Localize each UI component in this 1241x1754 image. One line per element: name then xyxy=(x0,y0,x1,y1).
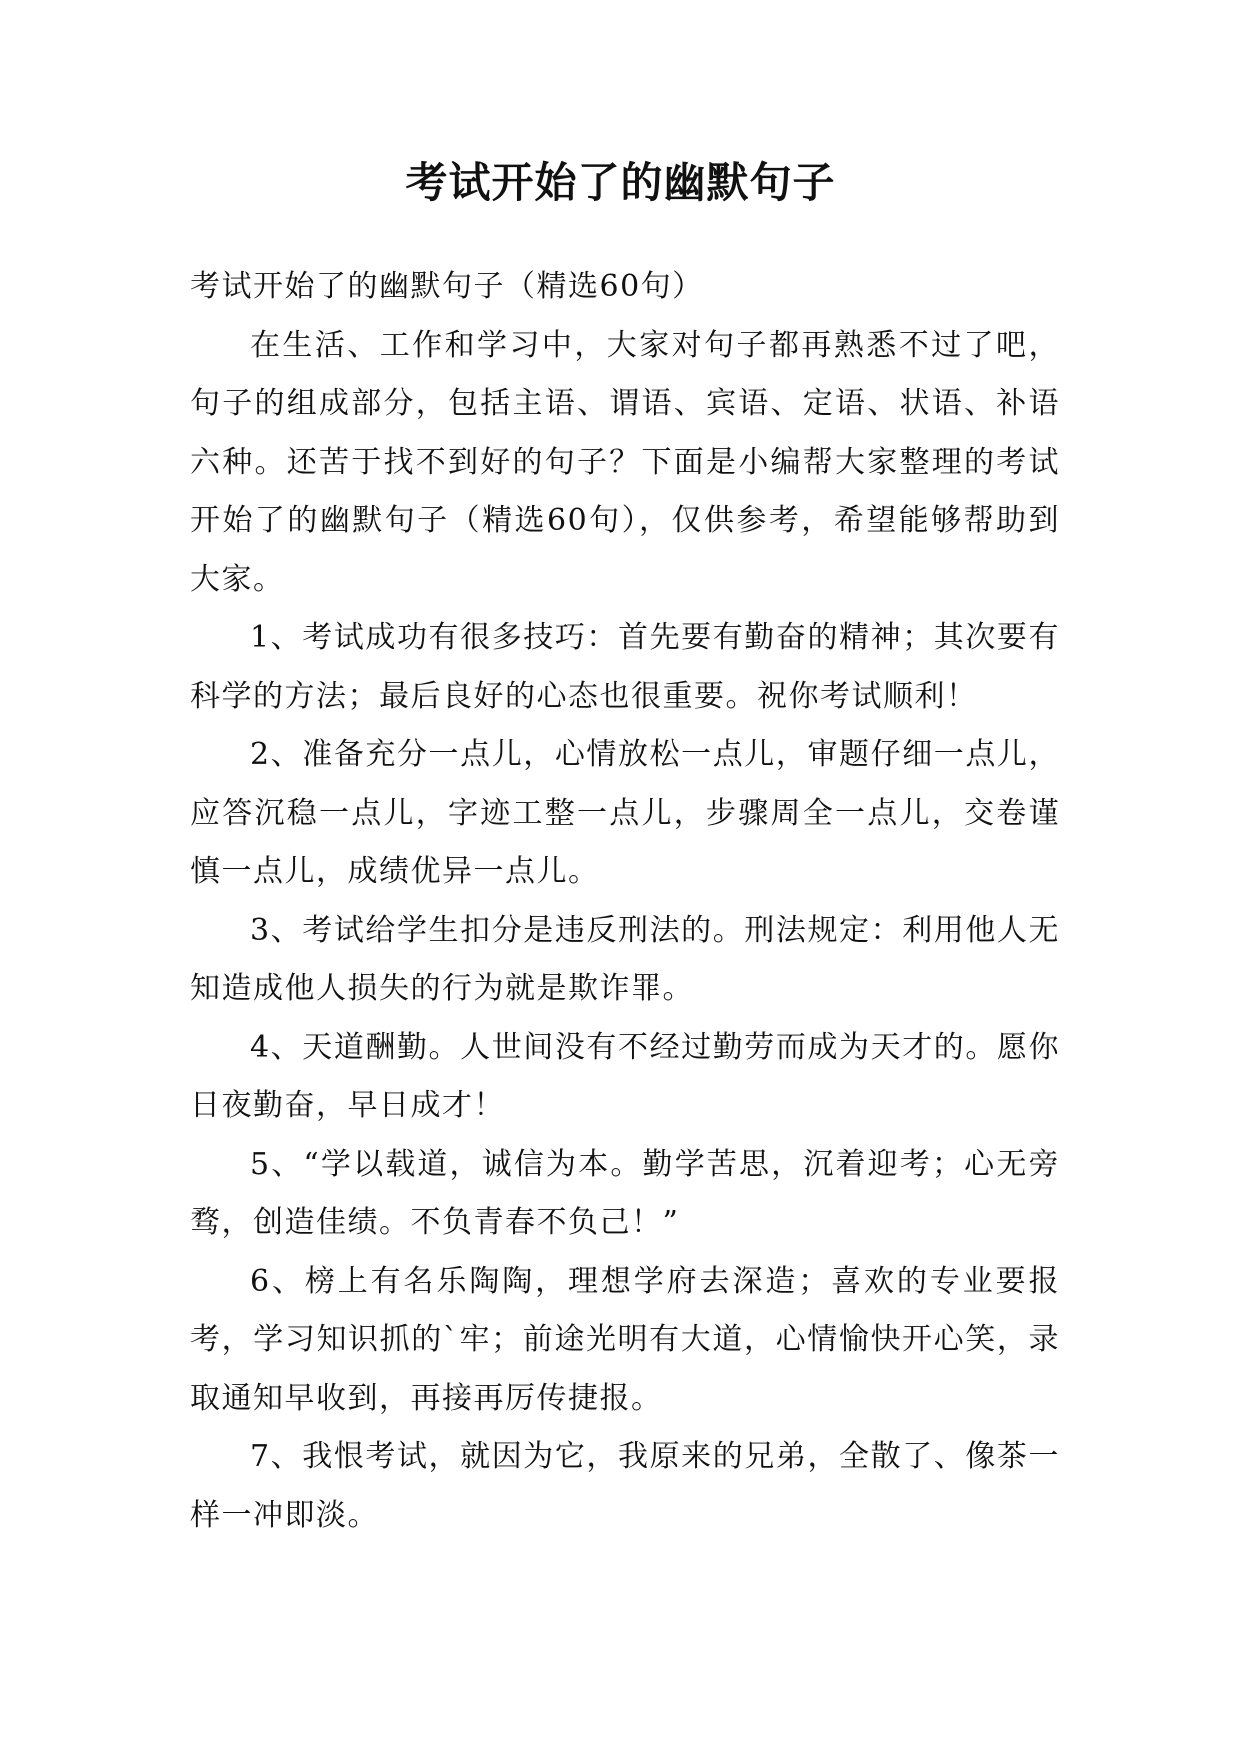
intro-paragraph: 在生活、工作和学习中，大家对句子都再熟悉不过了吧，句子的组成部分，包括主语、谓语、宾语、定语、状语、补语六种。还苦于找不到好的句子？下面是小编帮大家整理的考试开始了的幽默句子（精选60句），仅供参考，希望能够帮助到大家。 xyxy=(190,327,1060,597)
sentence-item: 7、我恨考试，就因为它，我原来的兄弟，全散了、像茶一样一冲即淡。 xyxy=(190,1439,1060,1533)
sentence-item: 6、榜上有名乐陶陶，理想学府去深造；喜欢的专业要报考，学习知识抓的`牢；前途光明有大道，心情愉快开心笑，录取通知早收到，再接再厉传捷报。 xyxy=(190,1263,1060,1416)
sentence-item: 4、天道酬勤。人世间没有不经过勤劳而成为天才的。愿你日夜勤奋，早日成才！ xyxy=(190,1029,1060,1123)
sentence-item: 3、考试给学生扣分是违反刑法的。刑法规定：利用他人无知造成他人损失的行为就是欺诈罪。 xyxy=(190,912,1060,1006)
document-title: 考试开始了的幽默句子 xyxy=(405,158,836,207)
sentence-item: 5、“学以载道，诚信为本。勤学苦思，沉着迎考；心无旁骛，创造佳绩。不负青春不负己！” xyxy=(190,1146,1060,1240)
document-body xyxy=(190,258,1060,1545)
document-subtitle: 考试开始了的幽默句子（精选60句） xyxy=(190,269,704,304)
sentence-item: 1、考试成功有很多技巧：首先要有勤奋的精神；其次要有科学的方法；最后良好的心态也很重要。祝你考试顺利！ xyxy=(190,620,1060,714)
sentence-item: 2、准备充分一点儿，心情放松一点儿，审题仔细一点儿，应答沉稳一点儿，字迹工整一点儿，步骤周全一点儿，交卷谨慎一点儿，成绩优异一点儿。 xyxy=(190,737,1060,889)
